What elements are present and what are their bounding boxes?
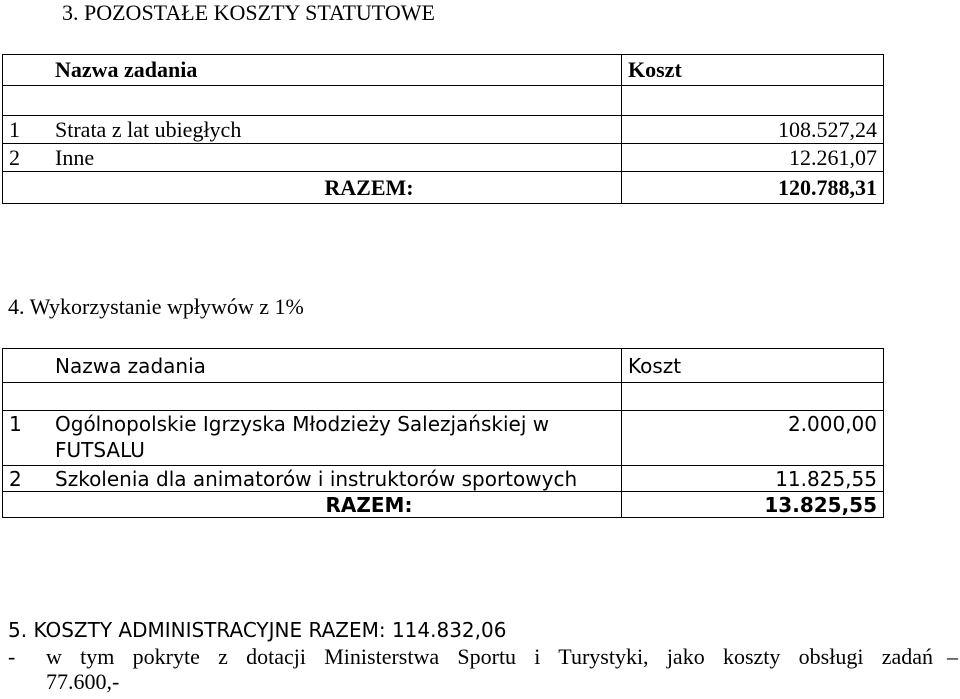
subsidy-note [8,645,958,669]
bullet-dash: - [8,644,16,669]
total-label: RAZEM: [3,492,622,518]
spacer-cell [622,86,884,116]
row-cost: 11.825,55 [622,466,884,492]
row-cost: 108.527,24 [622,116,884,144]
table-row [3,466,884,492]
total-label: RAZEM: [3,172,622,204]
row-index: 2 [3,466,50,492]
section-4-heading: 4. Wykorzystanie wpływów z 1% [8,294,304,319]
row-task-name-line1: Ogólnopolskie Igrzyska Młodzieży Salezjańskiej w [55,412,550,436]
row-task-name [49,411,622,466]
trailing-dash: – [947,644,958,669]
total-row [3,172,884,204]
row-index: 1 [3,116,50,144]
row-cost: 2.000,00 [622,411,884,466]
section-3-heading: 3. POZOSTAŁE KOSZTY STATUTOWE [62,0,435,25]
row-index: 2 [3,144,50,172]
total-value: 13.825,55 [622,492,884,518]
header-index-cell [3,349,50,383]
row-cost: 12.261,07 [622,144,884,172]
table-row [3,116,884,144]
subsidy-amount: 77.600,- [46,669,120,694]
other-statutory-costs-table [2,54,884,204]
spacer-cell [49,86,622,116]
row-task-name: Szkolenia dla animatorów i instruktorów sportowych [49,466,622,492]
row-task-name: Strata z lat ubiegłych [49,116,622,144]
subsidy-note-line1: w tym pokryte z dotacji Ministerstwa Sportu i Turystyki, jako koszty obsługi zadań [46,644,933,669]
total-row [3,492,884,518]
section-5-heading: 5. KOSZTY ADMINISTRACYJNE RAZEM: 114.832,06 [8,618,507,642]
spacer-cell [622,383,884,411]
one-percent-usage-table [2,348,884,518]
header-task-name: Nazwa zadania [49,349,622,383]
spacer-cell [3,383,50,411]
header-cost: Koszt [622,349,884,383]
header-cost: Koszt [622,55,884,86]
table-row [3,411,884,466]
header-index-cell [3,55,50,86]
row-task-name: Inne [49,144,622,172]
row-task-name-line2: FUTSALU [55,438,145,462]
table-row [3,144,884,172]
spacer-cell [3,86,50,116]
row-index: 1 [3,411,50,466]
header-task-name: Nazwa zadania [49,55,622,86]
spacer-cell [49,383,622,411]
total-value: 120.788,31 [622,172,884,204]
